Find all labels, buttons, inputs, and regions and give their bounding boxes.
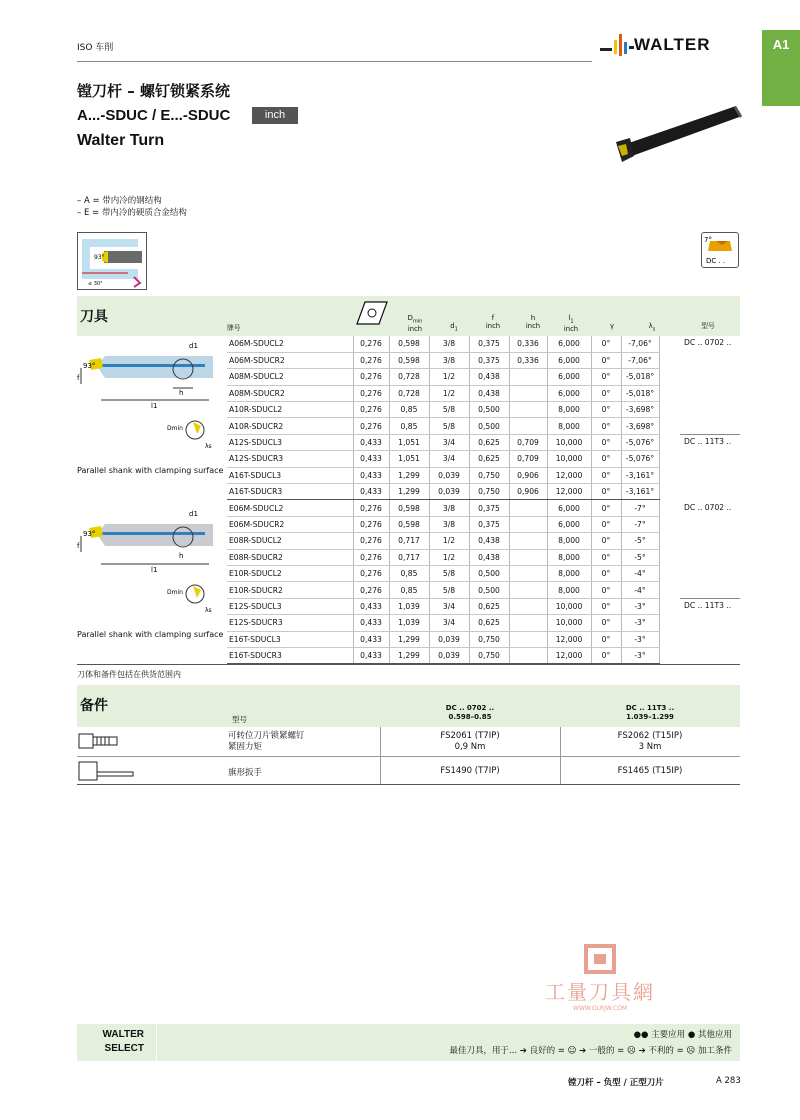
table-row (227, 402, 659, 418)
acc-col2-head: DC .. 11T3 .. 1.039–1.299 (625, 704, 675, 721)
value-cell: 0,906 (509, 484, 547, 500)
diag-angle: 93° (94, 254, 105, 261)
designation-cell: A12S-SDUCR3 (227, 451, 353, 467)
value-cell: 0° (591, 533, 621, 549)
svg-text:λs: λs (205, 443, 212, 450)
value-cell: 0,728 (389, 385, 429, 401)
value-cell: 1,299 (389, 467, 429, 483)
value-cell: -3,698° (621, 418, 659, 434)
value-cell: 1/2 (429, 549, 469, 565)
value-cell: 0,598 (389, 500, 429, 516)
value-cell: 0° (591, 418, 621, 434)
value-cell: 0° (591, 500, 621, 516)
table-bottom-rule (77, 664, 740, 665)
table-row (227, 565, 659, 581)
table-row (227, 352, 659, 368)
value-cell (509, 615, 547, 631)
value-cell: 0,336 (509, 336, 547, 352)
tool-drawing-e (77, 502, 222, 626)
value-cell: -3° (621, 615, 659, 631)
value-cell: 0,039 (429, 484, 469, 500)
value-cell: 0,85 (389, 582, 429, 598)
page-title: 镗刀杆 – 螺钉锁紧系统 (77, 82, 230, 100)
value-cell (509, 565, 547, 581)
value-cell (509, 369, 547, 385)
value-cell: 0,276 (353, 402, 389, 418)
value-cell: 0° (591, 434, 621, 450)
footer-divider (156, 1024, 157, 1061)
value-cell: -5° (621, 533, 659, 549)
value-cell: 5/8 (429, 565, 469, 581)
value-cell: 0,433 (353, 434, 389, 450)
value-cell: 3/4 (429, 451, 469, 467)
value-cell: 3/4 (429, 598, 469, 614)
watermark-text: 工量刀具網 (545, 980, 655, 1004)
value-cell: 5/8 (429, 402, 469, 418)
designation-cell: E08R-SDUCR2 (227, 549, 353, 565)
table-row (227, 434, 659, 450)
value-cell: -5,076° (621, 451, 659, 467)
insert-type-icon (701, 232, 739, 268)
value-cell: 3/8 (429, 500, 469, 516)
svg-text:d1: d1 (189, 342, 198, 350)
value-cell: 1,299 (389, 647, 429, 663)
value-cell: 3/8 (429, 516, 469, 532)
col-lambda: $\lambda_s$ (648, 322, 656, 333)
value-cell: 0,750 (469, 647, 509, 663)
value-cell: 6,000 (547, 352, 591, 368)
tool-drawing-a (77, 338, 222, 462)
value-cell: -3,698° (621, 402, 659, 418)
insert-code: DC . . (706, 257, 726, 265)
value-cell: 0,709 (509, 434, 547, 450)
type-label: DC .. 0702 .. (684, 338, 732, 347)
value-cell: 12,000 (547, 647, 591, 663)
value-cell: 0° (591, 582, 621, 598)
value-cell: -7° (621, 500, 659, 516)
designation-cell: E12S-SDUCR3 (227, 615, 353, 631)
value-cell: 0° (591, 352, 621, 368)
value-cell: 0,276 (353, 500, 389, 516)
value-cell: -5° (621, 549, 659, 565)
acc-col1-head: DC .. 0702 .. 0.598–0.85 (445, 704, 495, 721)
acc-row2-v1: FS1490 (T7IP) (440, 766, 500, 776)
col-f: f inch (485, 314, 501, 330)
value-cell: 0,039 (429, 467, 469, 483)
value-cell: 0,438 (469, 369, 509, 385)
value-cell (509, 582, 547, 598)
value-cell: 0,598 (389, 336, 429, 352)
value-cell: 8,000 (547, 418, 591, 434)
flag-wrench-icon (77, 760, 137, 786)
value-cell: 12,000 (547, 484, 591, 500)
acc-col-label: 型号 (232, 715, 247, 724)
value-cell: 0,276 (353, 549, 389, 565)
value-cell: 6,000 (547, 369, 591, 385)
application-diagram (77, 232, 147, 290)
value-cell: 0,433 (353, 598, 389, 614)
value-cell: -4° (621, 582, 659, 598)
value-cell: 0,85 (389, 565, 429, 581)
value-cell: 1/2 (429, 369, 469, 385)
designation-cell: A06M-SDUCR2 (227, 352, 353, 368)
value-cell: 1,051 (389, 434, 429, 450)
diag-small: ≤ 30° (88, 281, 103, 287)
svg-text:l1: l1 (151, 566, 158, 574)
col-dmin: $D_{min}$ inch (407, 314, 423, 334)
svg-text:l1: l1 (151, 402, 158, 410)
acc-row2-name: 旗形扳手 (228, 768, 263, 778)
group-a-caption: Parallel shank with clamping surface (77, 466, 224, 475)
value-cell: 0° (591, 565, 621, 581)
value-cell: 0° (591, 598, 621, 614)
value-cell: 3/4 (429, 434, 469, 450)
note-e: – E = 带内冷的硬质合金结构 (77, 208, 187, 218)
logo-text: WALTER (634, 35, 711, 54)
value-cell: 0,433 (353, 484, 389, 500)
value-cell: 0,728 (389, 369, 429, 385)
walter-select: WALTER SELECT (102, 1029, 144, 1054)
col-l1: $l_1$ inch (563, 314, 579, 334)
tools-title: 刀具 (80, 309, 108, 325)
value-cell: 0,336 (509, 352, 547, 368)
value-cell: 0,433 (353, 631, 389, 647)
watermark-url: WWW.GLRJW.COM (572, 1005, 628, 1012)
value-cell (509, 385, 547, 401)
value-cell: 1,051 (389, 451, 429, 467)
value-cell: -4° (621, 565, 659, 581)
value-cell: 0,039 (429, 631, 469, 647)
table-row (227, 549, 659, 565)
value-cell: 0,276 (353, 533, 389, 549)
value-cell: 10,000 (547, 615, 591, 631)
boring-bar-image (612, 98, 744, 168)
value-cell: 0,709 (509, 451, 547, 467)
value-cell: 0,276 (353, 565, 389, 581)
value-cell: -3° (621, 631, 659, 647)
value-cell: -7° (621, 516, 659, 532)
designation-cell: E08R-SDUCL2 (227, 533, 353, 549)
value-cell: 0,433 (353, 451, 389, 467)
value-cell: 0,500 (469, 418, 509, 434)
value-cell: 0,750 (469, 631, 509, 647)
table-row (227, 582, 659, 598)
table-row (227, 336, 659, 352)
value-cell: 0,625 (469, 451, 509, 467)
section-label: ISO 车削 (77, 43, 114, 53)
product-code: A...-SDUC / E...-SDUC (77, 107, 231, 124)
value-cell: 0° (591, 369, 621, 385)
value-cell: 0,276 (353, 352, 389, 368)
screw-icon (77, 730, 125, 756)
legend-application: ●● 主要应用 ● 其他应用 (633, 1030, 732, 1040)
value-cell: -3° (621, 647, 659, 663)
value-cell: -3° (621, 598, 659, 614)
value-cell (509, 500, 547, 516)
value-cell: 0,276 (353, 336, 389, 352)
col-d1: $d_1$ (450, 322, 458, 333)
acc-row-divider (77, 756, 740, 757)
value-cell: 1,039 (389, 598, 429, 614)
value-cell: 0° (591, 336, 621, 352)
table-row (227, 500, 659, 516)
value-cell: 3/8 (429, 352, 469, 368)
acc-row2-v2: FS1465 (T15IP) (617, 766, 683, 776)
col-designation: 牌号 (227, 324, 241, 332)
svg-text:Dmin: Dmin (167, 589, 183, 596)
value-cell: 0,906 (509, 467, 547, 483)
value-cell: 0,500 (469, 402, 509, 418)
designation-cell: E16T-SDUCL3 (227, 631, 353, 647)
value-cell: 3/8 (429, 336, 469, 352)
value-cell: 0,717 (389, 549, 429, 565)
delivery-footnote: 刀体和备件包括在供货范围内 (77, 670, 181, 679)
value-cell: 0° (591, 647, 621, 663)
value-cell: 0,598 (389, 352, 429, 368)
value-cell: 0,85 (389, 402, 429, 418)
svg-text:93°: 93° (83, 530, 96, 538)
value-cell: 0° (591, 484, 621, 500)
value-cell: -7,06° (621, 336, 659, 352)
svg-text:h: h (179, 552, 184, 560)
watermark (530, 944, 670, 1014)
value-cell: 0° (591, 631, 621, 647)
value-cell: 8,000 (547, 549, 591, 565)
value-cell (509, 533, 547, 549)
unit-badge: inch (252, 107, 298, 124)
designation-cell: E12S-SDUCL3 (227, 598, 353, 614)
designation-cell: E10R-SDUCR2 (227, 582, 353, 598)
tools-table (227, 336, 660, 664)
value-cell: 0,438 (469, 549, 509, 565)
table-row (227, 467, 659, 483)
value-cell: 12,000 (547, 467, 591, 483)
value-cell: 0,276 (353, 385, 389, 401)
value-cell: 0,433 (353, 647, 389, 663)
value-cell: 1/2 (429, 385, 469, 401)
designation-cell: E16T-SDUCR3 (227, 647, 353, 663)
page-number: A 283 (716, 1076, 741, 1086)
value-cell: 1,299 (389, 484, 429, 500)
note-a: – A = 带内冷的钢结构 (77, 196, 162, 206)
table-row (227, 533, 659, 549)
value-cell: 0,276 (353, 516, 389, 532)
value-cell: 0,750 (469, 467, 509, 483)
svg-text:f: f (77, 542, 80, 550)
value-cell: 0,500 (469, 565, 509, 581)
value-cell: 0,625 (469, 434, 509, 450)
value-cell: 5/8 (429, 418, 469, 434)
page-footer-title: 镗刀杆 – 负型 / 正型刀片 (568, 1078, 664, 1088)
value-cell: 0,625 (469, 598, 509, 614)
svg-text:d1: d1 (189, 510, 198, 518)
designation-cell: E10R-SDUCL2 (227, 565, 353, 581)
designation-cell: E06M-SDUCL2 (227, 500, 353, 516)
value-cell: 8,000 (547, 565, 591, 581)
header-rule (77, 61, 592, 62)
svg-text:93°: 93° (83, 362, 96, 370)
insert-shape-icon (355, 300, 389, 330)
value-cell: 5/8 (429, 582, 469, 598)
svg-text:f: f (77, 374, 80, 382)
designation-cell: A08M-SDUCL2 (227, 369, 353, 385)
value-cell: 6,000 (547, 336, 591, 352)
value-cell (509, 418, 547, 434)
value-cell: 0,433 (353, 615, 389, 631)
value-cell: 10,000 (547, 434, 591, 450)
value-cell: 0,375 (469, 352, 509, 368)
designation-cell: A08M-SDUCR2 (227, 385, 353, 401)
value-cell: 0,375 (469, 500, 509, 516)
acc-bottom-rule (77, 784, 740, 785)
value-cell (509, 631, 547, 647)
value-cell: 0° (591, 549, 621, 565)
value-cell: 1/2 (429, 533, 469, 549)
table-row (227, 647, 659, 663)
value-cell: 6,000 (547, 385, 591, 401)
value-cell: 0,625 (469, 615, 509, 631)
type-label: DC .. 11T3 .. (684, 601, 732, 610)
value-cell: 6,000 (547, 516, 591, 532)
value-cell: 0,85 (389, 418, 429, 434)
svg-text:h: h (179, 389, 184, 397)
designation-cell: E06M-SDUCR2 (227, 516, 353, 532)
svg-text:Dmin: Dmin (167, 425, 183, 432)
col-h: h inch (525, 314, 541, 330)
acc-row1-v1: FS2061 (T7IP) 0,9 Nm (440, 731, 500, 752)
value-cell (509, 647, 547, 663)
insert-angle: 7° (704, 236, 712, 244)
group-e-caption: Parallel shank with clamping surface (77, 630, 224, 639)
acc-row1-v2: FS2062 (T15IP) 3 Nm (617, 731, 683, 752)
table-row (227, 516, 659, 532)
value-cell (509, 516, 547, 532)
value-cell: 8,000 (547, 533, 591, 549)
type-divider (680, 434, 740, 435)
value-cell: 10,000 (547, 451, 591, 467)
walter-logo (600, 32, 740, 58)
type-divider (680, 598, 740, 599)
value-cell: 0,433 (353, 467, 389, 483)
value-cell: 1,039 (389, 615, 429, 631)
value-cell: 0,276 (353, 418, 389, 434)
legend-conditions: 最佳刀具，用于... ➔ 良好的 = ☺ ➔ 一般的 = ☹ ➔ 不利的 = ☹ 加工条件 (449, 1046, 732, 1056)
value-cell: 10,000 (547, 598, 591, 614)
svg-text:λs: λs (205, 607, 212, 614)
value-cell: 0,375 (469, 516, 509, 532)
col-type: 型号 (701, 322, 715, 330)
value-cell (509, 549, 547, 565)
value-cell: 0° (591, 516, 621, 532)
value-cell: 3/4 (429, 615, 469, 631)
designation-cell: A16T-SDUCL3 (227, 467, 353, 483)
designation-cell: A06M-SDUCL2 (227, 336, 353, 352)
accessories-title: 备件 (80, 698, 108, 714)
value-cell: 8,000 (547, 402, 591, 418)
value-cell: 0,750 (469, 484, 509, 500)
value-cell: 8,000 (547, 582, 591, 598)
value-cell: 0,276 (353, 582, 389, 598)
table-row (227, 418, 659, 434)
value-cell (509, 402, 547, 418)
acc-row1-name: 可转位刀片锁紧螺钉 紧固力矩 (228, 731, 305, 752)
value-cell: 6,000 (547, 500, 591, 516)
value-cell: -5,018° (621, 385, 659, 401)
value-cell: 0° (591, 467, 621, 483)
table-row (227, 451, 659, 467)
table-row (227, 615, 659, 631)
value-cell: 0,438 (469, 385, 509, 401)
product-line: Walter Turn (77, 132, 165, 149)
value-cell: 0,717 (389, 533, 429, 549)
value-cell: 0° (591, 385, 621, 401)
value-cell: -3,161° (621, 467, 659, 483)
designation-cell: A10R-SDUCR2 (227, 418, 353, 434)
value-cell: 1,299 (389, 631, 429, 647)
value-cell: 0,598 (389, 516, 429, 532)
value-cell: -3,161° (621, 484, 659, 500)
value-cell: 0,039 (429, 647, 469, 663)
designation-cell: A10R-SDUCL2 (227, 402, 353, 418)
table-row (227, 484, 659, 500)
table-row (227, 369, 659, 385)
value-cell: -5,076° (621, 434, 659, 450)
value-cell: 0° (591, 615, 621, 631)
value-cell: -5,018° (621, 369, 659, 385)
value-cell: 0° (591, 451, 621, 467)
chapter-tab[interactable]: A1 (762, 30, 800, 106)
value-cell: 12,000 (547, 631, 591, 647)
value-cell: 0° (591, 402, 621, 418)
table-row (227, 598, 659, 614)
value-cell: -7,06° (621, 352, 659, 368)
type-label: DC .. 11T3 .. (684, 437, 732, 446)
value-cell: 0,276 (353, 369, 389, 385)
notes (77, 195, 187, 219)
designation-cell: A12S-SDUCL3 (227, 434, 353, 450)
value-cell (509, 598, 547, 614)
table-row (227, 385, 659, 401)
value-cell: 0,500 (469, 582, 509, 598)
designation-cell: A16T-SDUCR3 (227, 484, 353, 500)
type-label: DC .. 0702 .. (684, 503, 732, 512)
col-gamma: γ (609, 322, 615, 330)
table-row (227, 631, 659, 647)
value-cell: 0,438 (469, 533, 509, 549)
value-cell: 0,375 (469, 336, 509, 352)
